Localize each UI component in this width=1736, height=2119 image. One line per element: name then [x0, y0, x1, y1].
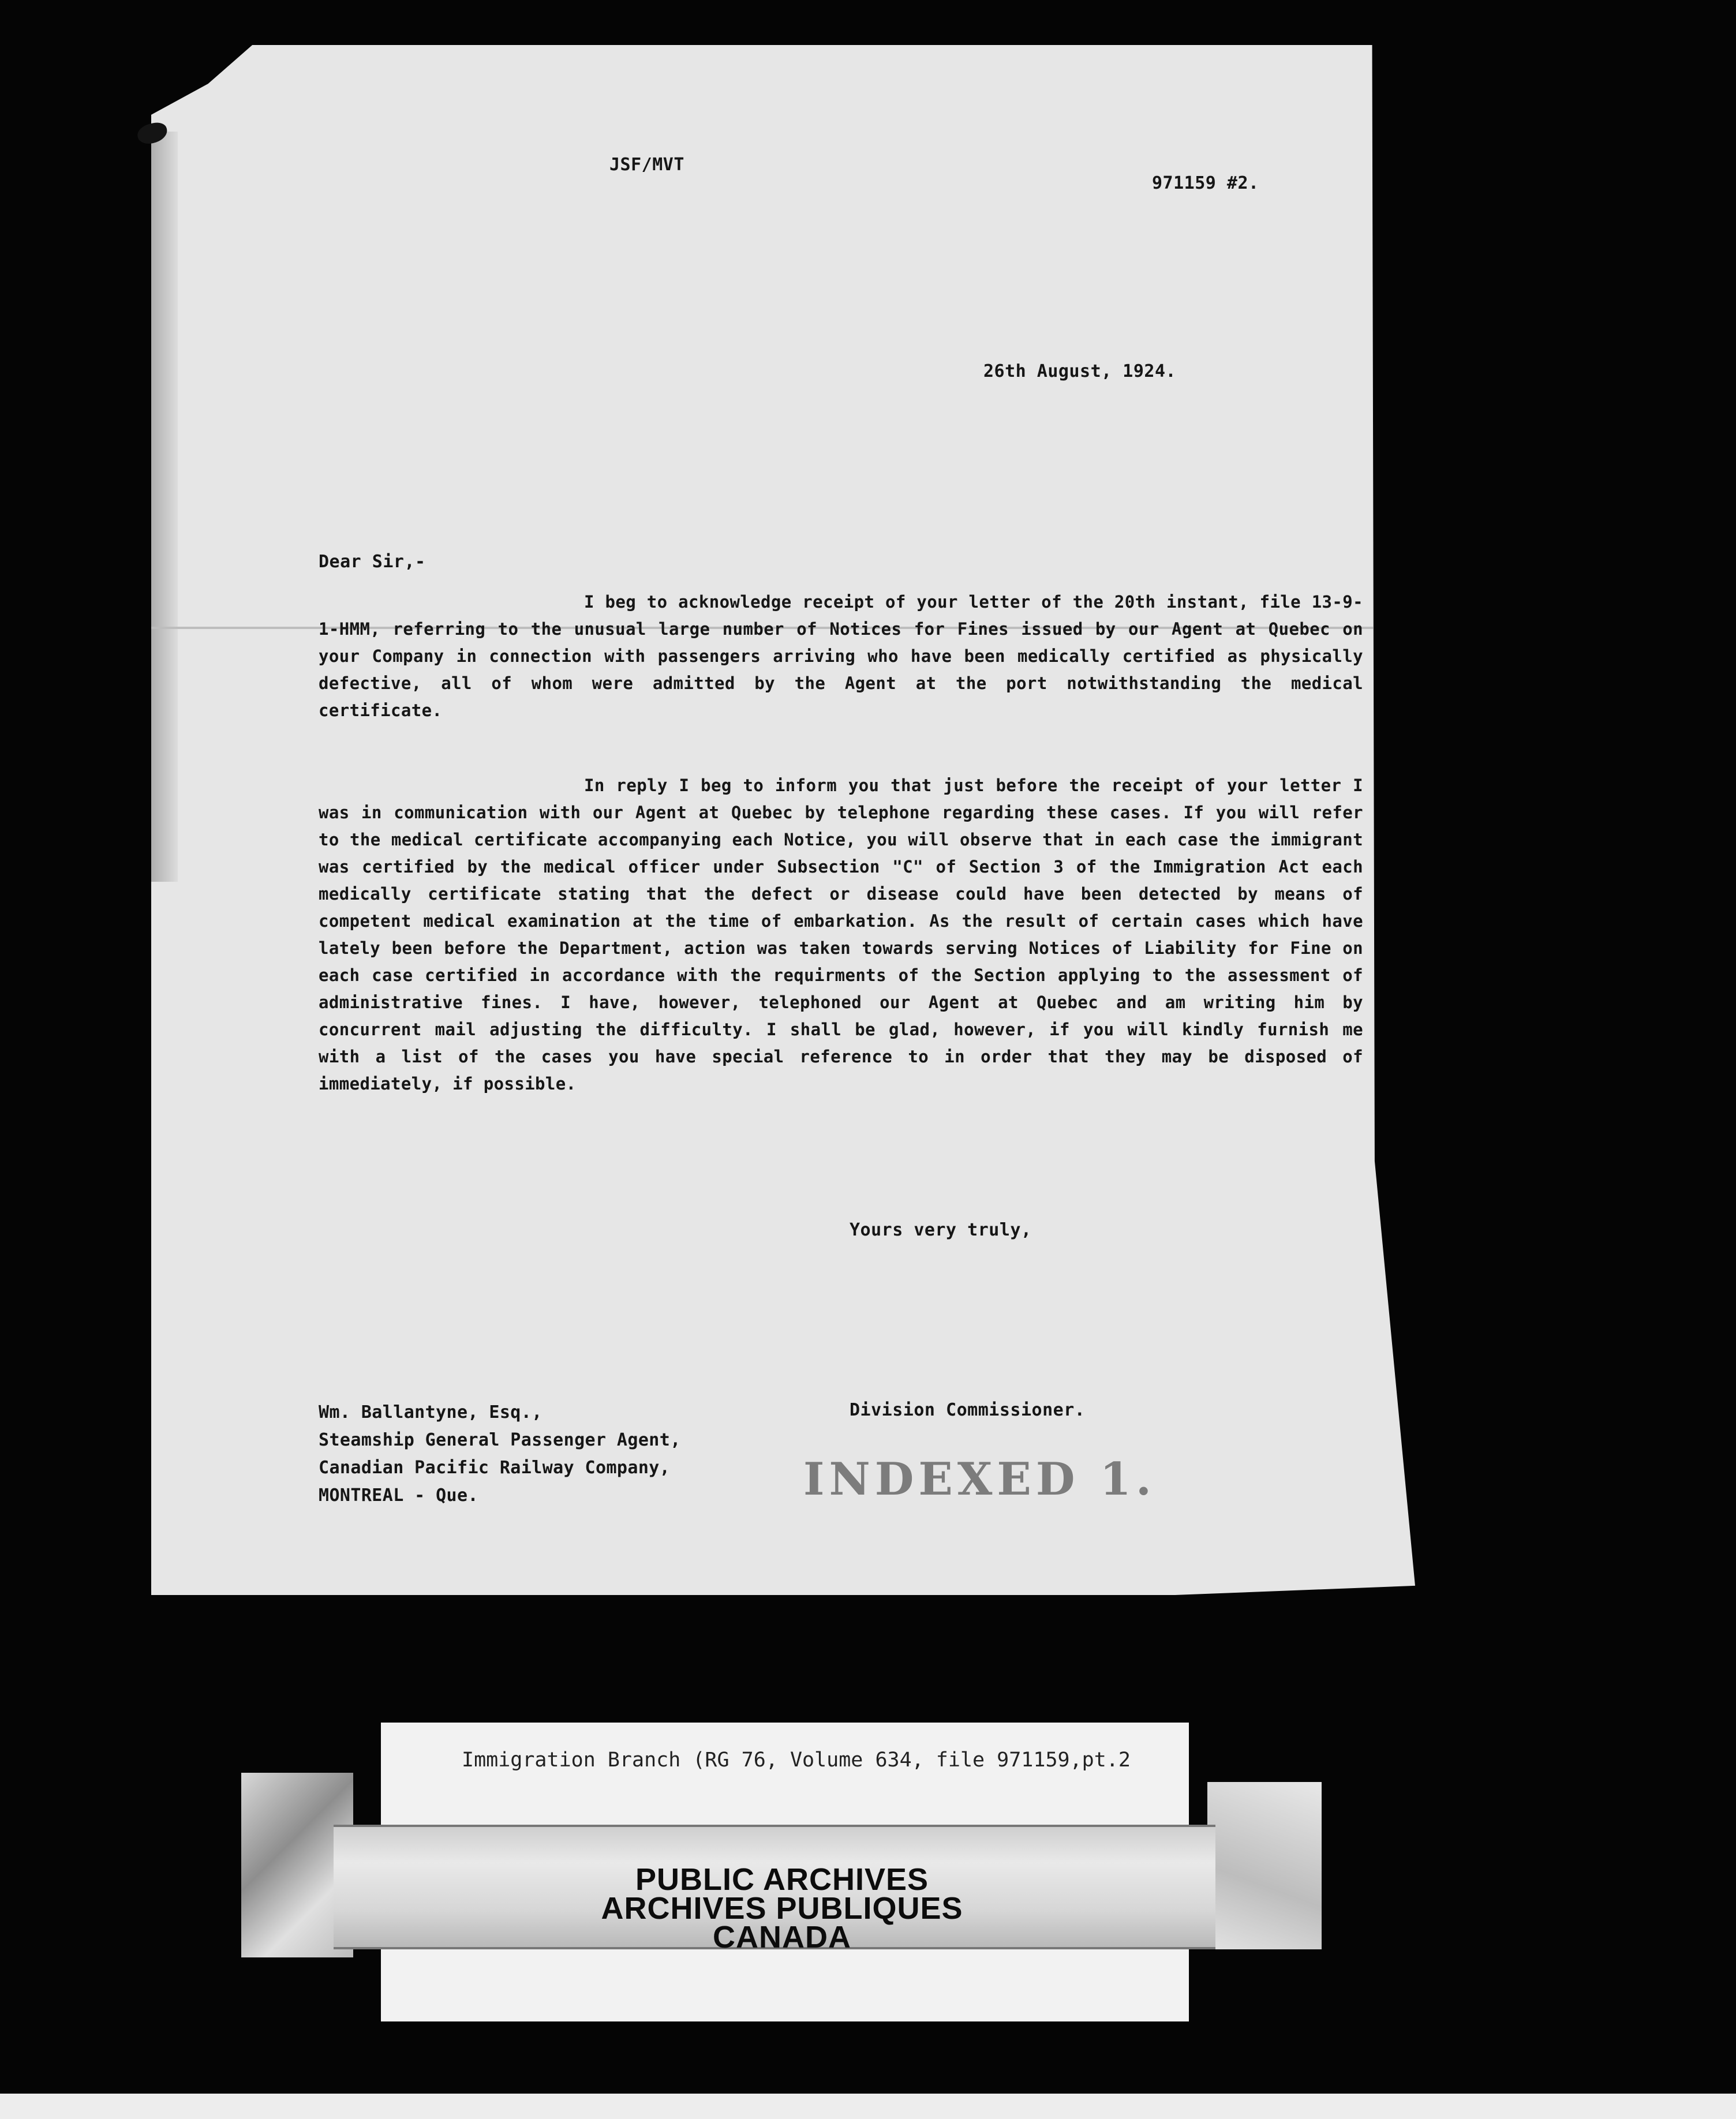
public-archives-stamp: [0, 1862, 1564, 1955]
signature-title: Division Commissioner.: [850, 1400, 1086, 1420]
letter-date: 26th August, 1924.: [983, 361, 1177, 381]
archive-reference: Immigration Branch (RG 76, Volume 634, file 971159,pt.2: [462, 1749, 1131, 1772]
body-paragraph-2: In reply I beg to inform you that just before the receipt of your letter I was in communication with our Agent at Quebec by telephone regarding these cases. If you will refer to the medical certificate accompanying each Notice, you will observe that in each case the immigrant was certified by the medical officer under Subsection "C" of Section 3 of the Immigration Act each medically certificate stating that the defect or disease could have been detected by means of competent medical examination at the time of embarkation. As the result of certain cases which have lately been before the Department, action was taken towards serving Notices of Liability for Fine on each case certified in accordance with the requirments of the Section applying to the assessment of administrative fines. I have, however, telephoned our Agent at Quebec and am writing him by concurrent mail adjusting the difficulty. I shall be glad, however, if you will kindly furnish me with a list of the cases you have special reference to in order that they may be disposed of immediately, if possible.: [319, 776, 1363, 1094]
addressee-line: Steamship General Passenger Agent,: [319, 1430, 681, 1450]
closing: Yours very truly,: [850, 1220, 1032, 1240]
salutation: Dear Sir,-: [319, 552, 426, 572]
archives-line-1: PUBLIC ARCHIVES: [635, 1862, 929, 1897]
addressee-block: [319, 1399, 681, 1510]
archives-line-3: CANADA: [713, 1920, 851, 1955]
archives-line-2: ARCHIVES PUBLIQUES: [601, 1891, 963, 1926]
file-number: 971159 #2.: [1152, 173, 1259, 193]
body-paragraph-1: I beg to acknowledge receipt of your letter of the 20th instant, file 13-9-1-HMM, referring to the unusual large number of Notices for Fines issued by our Agent at Quebec on your Company in connection with passengers arriving who have been medically certified as physically defective, all of whom were admitted by the Agent at the port notwithstanding the medical certificate.: [319, 592, 1363, 720]
reference-initials: JSF/MVT: [609, 155, 684, 175]
indexed-stamp: INDEXED 1.: [803, 1453, 1157, 1506]
addressee-line: Wm. Ballantyne, Esq.,: [319, 1402, 542, 1422]
scan-border-strip: [0, 2094, 1736, 2119]
page-edge-shadow: [151, 132, 178, 882]
addressee-line: Canadian Pacific Railway Company,: [319, 1458, 671, 1478]
addressee-line: MONTREAL - Que.: [319, 1485, 478, 1506]
